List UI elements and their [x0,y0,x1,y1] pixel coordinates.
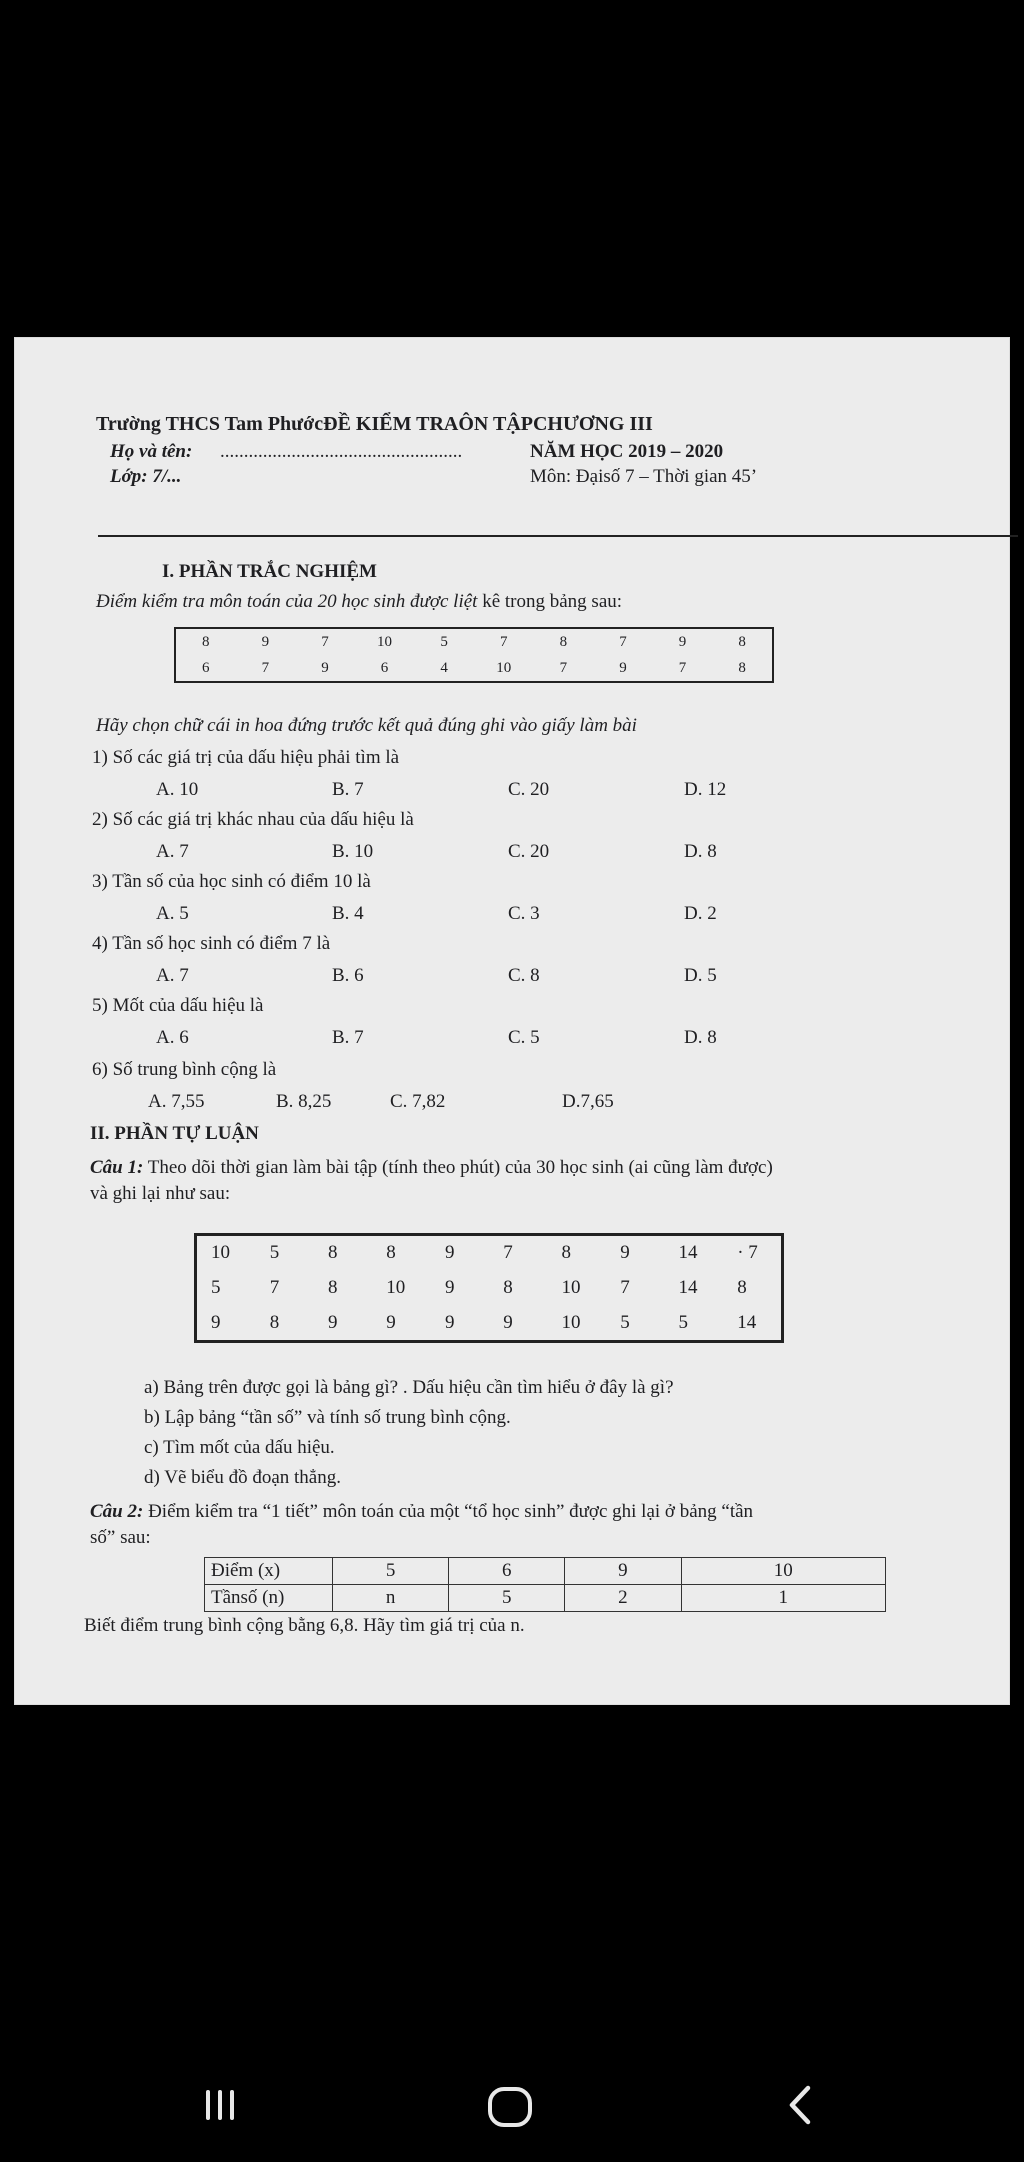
subq-a: a) Bảng trên được gọi là bảng gì? . Dấu hiệu cần tìm hiểu ở đây là gì? [144,1377,674,1398]
cau2-text: Câu 2: Điểm kiểm tra “1 tiết” môn toán của một “tổ học sinh” được ghi lại ở bảng “tần [90,1501,754,1522]
class-label: Lớp: 7/... [110,466,182,487]
school-year: NĂM HỌC 2019 – 2020 [530,441,724,462]
table-row [205,1558,886,1585]
q6-option-a: A. 7,55 [148,1091,205,1112]
table-cell: · 7 [737,1242,758,1263]
table-cell: 9 [444,1277,455,1298]
table-cell: 9 [444,1312,455,1333]
table-cell: 5 [449,1585,565,1612]
table-cell: 6 [380,659,389,676]
table-cell: Tầnsố (n) [205,1585,333,1612]
table-row [175,628,773,655]
part1-intro: Điểm kiểm tra môn toán của 20 học sinh được liệt kê trong bảng sau: [96,591,623,612]
table-cell: 5 [620,1312,630,1333]
table-cell: 8 [327,1277,338,1298]
table-cell: 6 [202,659,210,676]
table-row [196,1235,783,1271]
table-cell: 10 [211,1242,230,1263]
times-table [194,1233,784,1343]
table-cell: 8 [202,633,210,650]
q1-option-a: A. 10 [156,779,199,800]
q6-option-c: C. 7,82 [390,1091,446,1112]
table-cell: 8 [503,1277,513,1298]
question-1: 1) Số các giá trị của dấu hiệu phải tìm là [92,747,400,768]
table-cell: 7 [321,633,329,650]
table-cell: 1 [681,1585,885,1612]
subq-b: b) Lập bảng “tần số” và tính số trung bình cộng. [144,1407,511,1428]
q2-option-d: D. 8 [684,841,717,862]
question-6: 6) Số trung bình cộng là [92,1059,277,1080]
table-row [175,655,773,682]
home-icon[interactable] [488,2087,532,2127]
q6-option-d: D.7,65 [562,1091,614,1112]
table-cell: 10 [496,659,512,676]
table-cell: 9 [327,1312,338,1333]
table-cell: 8 [269,1312,280,1333]
question-2: 2) Số các giá trị khác nhau của dấu hiệu là [92,809,414,830]
table-cell: 10 [681,1558,885,1585]
table-cell: 8 [386,1242,396,1263]
table-cell: 7 [559,659,568,676]
cau1-text-2: và ghi lại như sau: [90,1183,231,1204]
table-cell: 8 [559,633,568,650]
q3-option-a: A. 5 [156,903,189,924]
table-cell: 9 [619,659,627,676]
q1-option-d: D. 12 [684,779,727,800]
table-cell: 9 [678,633,687,650]
q6-option-b: B. 8,25 [276,1091,332,1112]
table-cell: 5 [269,1242,280,1263]
q3-option-c: C. 3 [508,903,540,924]
table-cell: 5 [440,633,448,650]
q2-option-b: B. 10 [332,841,374,862]
q4-option-c: C. 8 [508,965,540,986]
table-row [196,1306,783,1342]
q1-option-c: C. 20 [508,779,550,800]
table-cell: 8 [737,1277,747,1298]
table-cell: 7 [620,1277,630,1298]
exam-paper [14,337,1010,1705]
table-cell: 2 [565,1585,681,1612]
table-cell: 6 [449,1558,565,1585]
back-icon[interactable] [786,2082,814,2138]
frequency-table [204,1557,886,1612]
table-cell: 8 [327,1242,338,1263]
scores-table [174,627,774,683]
table-cell: 9 [261,633,270,650]
table-cell: 7 [503,1242,513,1263]
name-dots: ................................................... [220,441,463,462]
table-cell: 10 [561,1277,581,1298]
table-cell: 9 [503,1312,513,1333]
q4-option-a: A. 7 [156,965,189,986]
table-cell: 10 [561,1312,581,1333]
subq-c: c) Tìm mốt của dấu hiệu. [144,1437,335,1458]
table-cell: 14 [737,1312,757,1333]
table-cell: 14 [678,1277,698,1298]
table-cell: 9 [321,659,329,676]
table-cell: 5 [333,1558,449,1585]
table-cell: 10 [377,633,393,650]
q2-option-a: A. 7 [156,841,189,862]
part1-title: I. PHẦN TRẮC NGHIỆM [162,561,377,582]
table-cell: 9 [444,1242,455,1263]
cau2-text-2: số” sau: [90,1527,151,1548]
table-cell: 8 [738,633,746,650]
q5-option-d: D. 8 [684,1027,717,1048]
final-text: Biết điểm trung bình cộng bằng 6,8. Hãy tìm giá trị của n. [84,1615,525,1636]
table-cell: 4 [440,659,448,676]
table-cell: Điểm (x) [205,1558,333,1585]
table-cell: 7 [269,1277,280,1298]
part2-title: II. PHẦN TỰ LUẬN [90,1123,259,1144]
question-3: 3) Tần số của học sinh có điểm 10 là [92,871,371,892]
subq-d: d) Vẽ biểu đồ đoạn thẳng. [144,1467,341,1488]
instruction-text: Hãy chọn chữ cái in hoa đứng trước kết quả đúng ghi vào giấy làm bài [96,715,637,736]
table-cell: 9 [386,1312,396,1333]
table-cell: 8 [561,1242,571,1263]
table-cell: 9 [565,1558,681,1585]
q2-option-c: C. 20 [508,841,550,862]
table-cell: 14 [678,1242,698,1263]
q5-option-c: C. 5 [508,1027,540,1048]
table-cell: 9 [211,1312,221,1333]
question-4: 4) Tần số học sinh có điểm 7 là [92,933,331,954]
table-cell: 10 [386,1277,406,1298]
table-cell: 7 [619,633,627,650]
table-cell: 5 [678,1312,688,1333]
recent-apps-icon[interactable] [206,2082,244,2138]
table-cell: 8 [738,659,746,676]
table-row [205,1585,886,1612]
q5-option-a: A. 6 [156,1027,189,1048]
table-cell: 7 [678,659,687,676]
q3-option-d: D. 2 [684,903,717,924]
table-cell: 7 [261,659,270,676]
table-cell: 9 [620,1242,630,1263]
cau1-text: Câu 1: Theo dõi thời gian làm bài tập (tính theo phút) của 30 học sinh (ai cũng làm được) [90,1157,773,1178]
q4-option-b: B. 6 [332,965,364,986]
school-title-line: Trường THCS Tam PhướcĐỀ KIỂM TRAÔN TẬPCHƯƠNG III [96,413,653,435]
table-cell: 7 [500,633,508,650]
question-5: 5) Mốt của dấu hiệu là [92,995,264,1016]
q5-option-b: B. 7 [332,1027,364,1048]
header-divider [98,535,1018,537]
q1-option-b: B. 7 [332,779,364,800]
subject-time: Môn: Đạisố 7 – Thời gian 45’ [530,466,758,487]
q3-option-b: B. 4 [332,903,364,924]
name-label: Họ và tên: [110,441,193,462]
q4-option-d: D. 5 [684,965,717,986]
table-row [196,1271,783,1306]
table-cell: 5 [211,1277,221,1298]
table-cell: n [333,1585,449,1612]
